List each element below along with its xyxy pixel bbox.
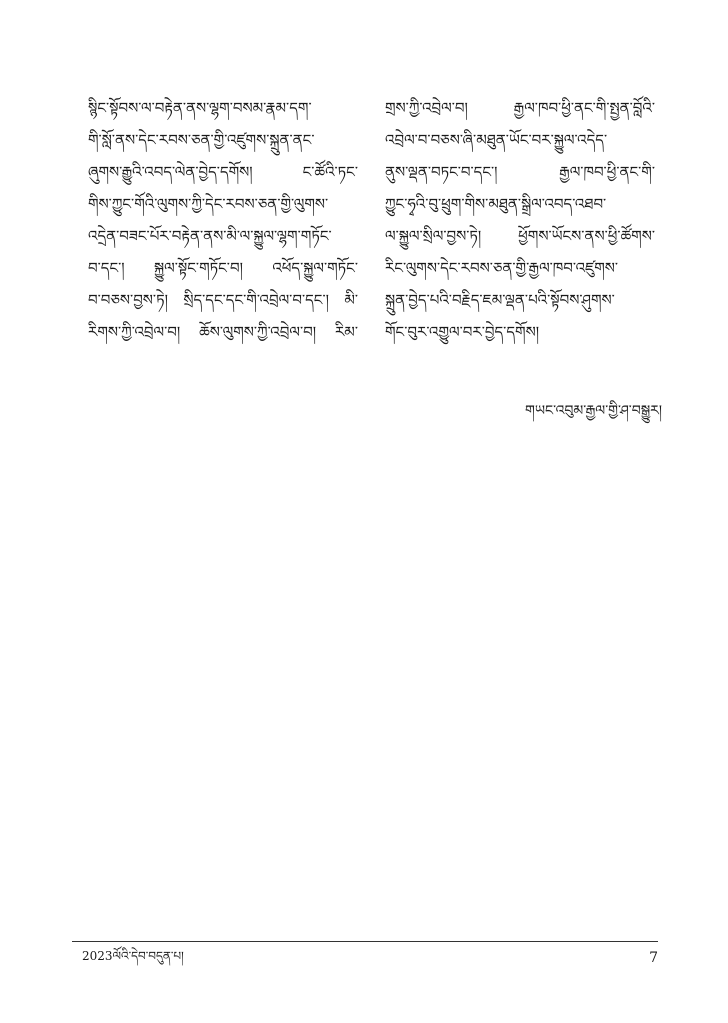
text-line: གྲས་ཀྱི་འབྲེལ་བ། རྒྱལ་ཁབ་ཕྱི་ནང་གི་སྤྱན་བློའི་ [385, 99, 655, 117]
author-signature: གཡང་འབུམ་རྒྱལ་གྱི་ཤ་བསྒྱུར། [524, 403, 662, 419]
footer-divider [72, 941, 658, 942]
text-line: གིས་ཀྱུང་གོའི་ལུགས་ཀྱི་དེང་རབས་ཅན་གྱི་ལུགས་ [88, 195, 329, 213]
left-text-column [88, 92, 358, 348]
text-line: འབྲེལ་བ་བཅས་ཞི་མཐུན་ཡོང་བར་སྐྱུལ་འདེད་ [385, 131, 608, 149]
text-line: ལ་སྐྱུལ་སྲིལ་བྱས་ཏེ། ཕྱོགས་ཡོངས་ནས་ཕྱི་ཚོགས་ [385, 227, 655, 245]
text-line: རིགས་ཀྱི་འབྲེལ་བ། ཆོས་ལུགས་ཀྱི་འབྲེལ་བ། རིམ་ [88, 323, 358, 341]
text-line: ཞུགས་རྒྱུའི་འབད་ལེན་བྱེད་དགོས། ང་ཚོའི་ཏང་ [88, 163, 358, 181]
text-line: འདྲེན་བཟང་པོར་བརྟེན་ནས་མི་ལ་སྐྱུལ་ལྷག་གཏོང་ [88, 227, 332, 245]
text-line: ནུས་ལྡན་བཏང་བ་དང་། རྒྱལ་ཁབ་ཕྱི་ནང་གི་ [385, 163, 655, 181]
text-line: རིང་ལུགས་དེང་རབས་ཅན་གྱི་རྒྱལ་ཁབ་འཛུགས་ [385, 259, 619, 277]
page-number: 7 [649, 950, 658, 966]
text-line: བ་དང་། སྐྱུལ་སྟོང་གཏོང་བ། འཕོད་སྐྱུལ་གཏོང་ [88, 259, 358, 277]
text-line: སྐྲུན་བྱེད་པའི་བརྗིད་ཇམ་ལྡན་པའི་སྟོབས་ཤུགས་ [385, 291, 615, 309]
text-line: ཀྱུང་ཧྭའི་བུ་ཕྲུག་གིས་མཐུན་སྒྲིལ་འབད་འཐབ་ [385, 195, 607, 213]
text-line: སྙིང་སྟོབས་ལ་བརྟེན་ནས་ལྷག་བསམ་རྣམ་དག་ [88, 99, 312, 117]
text-line: བ་བཅས་བྱས་ཏེ། སྲིད་དང་དང་གི་འབྲེལ་བ་དང་། མི་ [88, 291, 358, 309]
footer-issue-label: 2023ལོའི་དེབ་བདུན་པ། [82, 949, 184, 963]
right-text-column [385, 92, 655, 348]
text-line last-line: གོང་བུར་འགྱུལ་བར་བྱེད་དགོས། [385, 323, 540, 341]
text-line: གི་སློ་ནས་དེང་རབས་ཅན་གྱི་འཛུགས་སྐྲུན་ནང་ [88, 131, 315, 149]
